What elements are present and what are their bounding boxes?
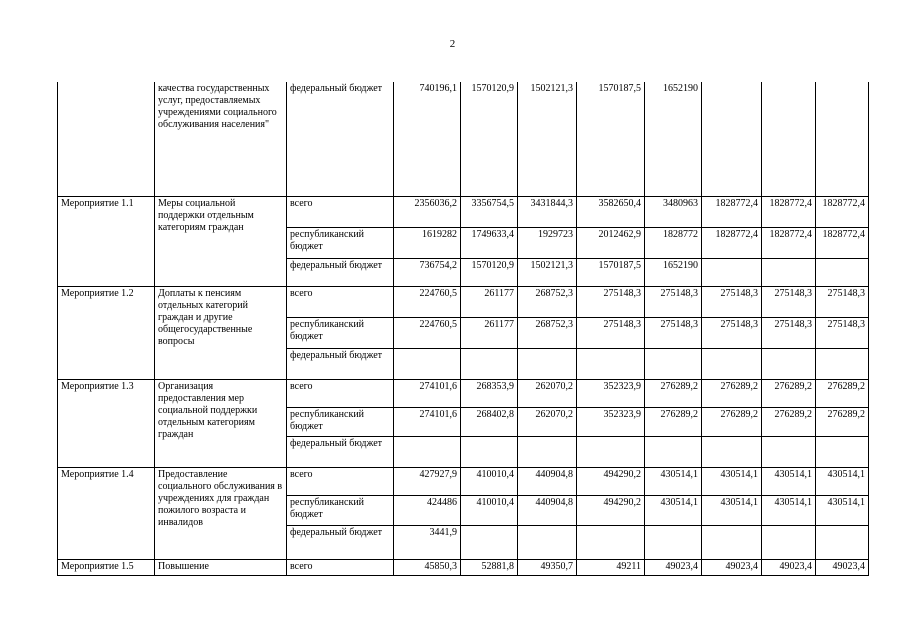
- value-cell: 275148,3: [816, 286, 869, 317]
- table-row: [58, 82, 869, 196]
- value-cell: 1828772,4: [702, 196, 762, 227]
- value-cell: 275148,3: [577, 317, 645, 348]
- value-cell: 410010,4: [461, 467, 518, 495]
- value-cell: 1929723: [518, 227, 577, 258]
- value-cell: 49023,4: [645, 559, 702, 575]
- value-cell: [518, 436, 577, 467]
- value-cell: 262070,2: [518, 407, 577, 436]
- funding-source-cell: всего: [287, 467, 394, 495]
- value-cell: [394, 436, 461, 467]
- value-cell: 3582650,4: [577, 196, 645, 227]
- funding-source-cell: федеральный бюджет: [287, 436, 394, 467]
- value-cell: 261177: [461, 286, 518, 317]
- funding-source-cell: всего: [287, 286, 394, 317]
- value-cell: 736754,2: [394, 258, 461, 286]
- value-cell: 2356036,2: [394, 196, 461, 227]
- value-cell: 1828772: [645, 227, 702, 258]
- value-cell: 276289,2: [645, 379, 702, 407]
- table-row: [58, 196, 869, 227]
- value-cell: 430514,1: [645, 467, 702, 495]
- event-cell: Мероприятие 1.2: [58, 286, 155, 379]
- value-cell: 1570120,9: [461, 258, 518, 286]
- value-cell: 424486: [394, 495, 461, 525]
- funding-source-cell: всего: [287, 559, 394, 575]
- funding-source-cell: всего: [287, 196, 394, 227]
- funding-source-cell: федеральный бюджет: [287, 82, 394, 196]
- value-cell: [461, 348, 518, 379]
- value-cell: 1749633,4: [461, 227, 518, 258]
- value-cell: 268402,8: [461, 407, 518, 436]
- value-cell: 430514,1: [762, 495, 816, 525]
- funding-source-cell: федеральный бюджет: [287, 348, 394, 379]
- value-cell: 410010,4: [461, 495, 518, 525]
- value-cell: 49211: [577, 559, 645, 575]
- value-cell: 352323,9: [577, 379, 645, 407]
- event-name-cell: Повышение: [155, 559, 287, 575]
- value-cell: 3441,9: [394, 525, 461, 559]
- value-cell: 276289,2: [645, 407, 702, 436]
- value-cell: [645, 436, 702, 467]
- funding-source-cell: всего: [287, 379, 394, 407]
- value-cell: [461, 525, 518, 559]
- value-cell: [702, 436, 762, 467]
- budget-table: [57, 82, 869, 576]
- value-cell: 275148,3: [645, 286, 702, 317]
- value-cell: 1652190: [645, 258, 702, 286]
- value-cell: 276289,2: [762, 379, 816, 407]
- value-cell: 440904,8: [518, 467, 577, 495]
- value-cell: [816, 525, 869, 559]
- event-cell: [58, 82, 155, 196]
- value-cell: [461, 436, 518, 467]
- value-cell: [762, 82, 816, 196]
- value-cell: 49350,7: [518, 559, 577, 575]
- value-cell: 1828772,4: [816, 227, 869, 258]
- funding-source-cell: федеральный бюджет: [287, 258, 394, 286]
- value-cell: 2012462,9: [577, 227, 645, 258]
- value-cell: 494290,2: [577, 467, 645, 495]
- event-name-cell: Организация предоставления мер социальной поддержки отдельным категориям граждан: [155, 379, 287, 467]
- value-cell: 274101,6: [394, 407, 461, 436]
- value-cell: [645, 348, 702, 379]
- value-cell: [702, 348, 762, 379]
- value-cell: 1502121,3: [518, 258, 577, 286]
- value-cell: 440904,8: [518, 495, 577, 525]
- event-cell: Мероприятие 1.4: [58, 467, 155, 559]
- event-name-cell: Меры социальной поддержки отдельным категориям граждан: [155, 196, 287, 286]
- value-cell: [816, 348, 869, 379]
- value-cell: 1828772,4: [762, 196, 816, 227]
- value-cell: 224760,5: [394, 286, 461, 317]
- value-cell: 276289,2: [816, 407, 869, 436]
- value-cell: 1570120,9: [461, 82, 518, 196]
- value-cell: 3356754,5: [461, 196, 518, 227]
- value-cell: [577, 436, 645, 467]
- value-cell: 275148,3: [702, 286, 762, 317]
- value-cell: 224760,5: [394, 317, 461, 348]
- value-cell: 268752,3: [518, 286, 577, 317]
- value-cell: 352323,9: [577, 407, 645, 436]
- funding-source-cell: республиканский бюджет: [287, 407, 394, 436]
- value-cell: [762, 525, 816, 559]
- event-name-cell: Доплаты к пенсиям отдельных категорий граждан и другие общегосударственные вопросы: [155, 286, 287, 379]
- table-body: [58, 82, 869, 575]
- value-cell: 1502121,3: [518, 82, 577, 196]
- value-cell: [762, 436, 816, 467]
- value-cell: 275148,3: [645, 317, 702, 348]
- value-cell: [816, 82, 869, 196]
- value-cell: [577, 348, 645, 379]
- value-cell: 276289,2: [702, 407, 762, 436]
- value-cell: 268752,3: [518, 317, 577, 348]
- table-row: [58, 559, 869, 575]
- value-cell: 275148,3: [762, 317, 816, 348]
- value-cell: [762, 258, 816, 286]
- value-cell: 275148,3: [762, 286, 816, 317]
- page-number: 2: [449, 38, 456, 50]
- value-cell: 1570187,5: [577, 258, 645, 286]
- funding-source-cell: республиканский бюджет: [287, 227, 394, 258]
- value-cell: [645, 525, 702, 559]
- value-cell: 430514,1: [702, 467, 762, 495]
- value-cell: 49023,4: [762, 559, 816, 575]
- value-cell: 261177: [461, 317, 518, 348]
- value-cell: 1570187,5: [577, 82, 645, 196]
- value-cell: 275148,3: [702, 317, 762, 348]
- value-cell: [518, 525, 577, 559]
- value-cell: 1828772,4: [702, 227, 762, 258]
- value-cell: 494290,2: [577, 495, 645, 525]
- value-cell: 427927,9: [394, 467, 461, 495]
- value-cell: 275148,3: [577, 286, 645, 317]
- value-cell: [702, 258, 762, 286]
- value-cell: 1619282: [394, 227, 461, 258]
- value-cell: 276289,2: [702, 379, 762, 407]
- value-cell: 1828772,4: [762, 227, 816, 258]
- value-cell: 276289,2: [762, 407, 816, 436]
- value-cell: 1652190: [645, 82, 702, 196]
- value-cell: 3480963: [645, 196, 702, 227]
- value-cell: [816, 258, 869, 286]
- value-cell: 49023,4: [816, 559, 869, 575]
- value-cell: [702, 525, 762, 559]
- value-cell: 430514,1: [816, 467, 869, 495]
- value-cell: 276289,2: [816, 379, 869, 407]
- event-cell: Мероприятие 1.1: [58, 196, 155, 286]
- value-cell: 430514,1: [816, 495, 869, 525]
- value-cell: 268353,9: [461, 379, 518, 407]
- value-cell: 430514,1: [762, 467, 816, 495]
- table-row: [58, 379, 869, 407]
- value-cell: [816, 436, 869, 467]
- value-cell: [702, 82, 762, 196]
- event-name-cell: качества государственных услуг, предоставляемых учреждениями социального обслуживания населения": [155, 82, 287, 196]
- value-cell: 274101,6: [394, 379, 461, 407]
- value-cell: [394, 348, 461, 379]
- event-cell: Мероприятие 1.5: [58, 559, 155, 575]
- value-cell: 49023,4: [702, 559, 762, 575]
- value-cell: [577, 525, 645, 559]
- value-cell: 430514,1: [645, 495, 702, 525]
- funding-source-cell: республиканский бюджет: [287, 317, 394, 348]
- value-cell: [518, 348, 577, 379]
- value-cell: 262070,2: [518, 379, 577, 407]
- value-cell: 740196,1: [394, 82, 461, 196]
- event-cell: Мероприятие 1.3: [58, 379, 155, 467]
- value-cell: 430514,1: [702, 495, 762, 525]
- funding-source-cell: республиканский бюджет: [287, 495, 394, 525]
- value-cell: 275148,3: [816, 317, 869, 348]
- value-cell: 45850,3: [394, 559, 461, 575]
- funding-source-cell: федеральный бюджет: [287, 525, 394, 559]
- table-row: [58, 286, 869, 317]
- value-cell: 52881,8: [461, 559, 518, 575]
- table-row: [58, 467, 869, 495]
- value-cell: [762, 348, 816, 379]
- event-name-cell: Предоставление социального обслуживания в учреждениях для граждан пожилого возраста и инвалидов: [155, 467, 287, 559]
- value-cell: 3431844,3: [518, 196, 577, 227]
- value-cell: 1828772,4: [816, 196, 869, 227]
